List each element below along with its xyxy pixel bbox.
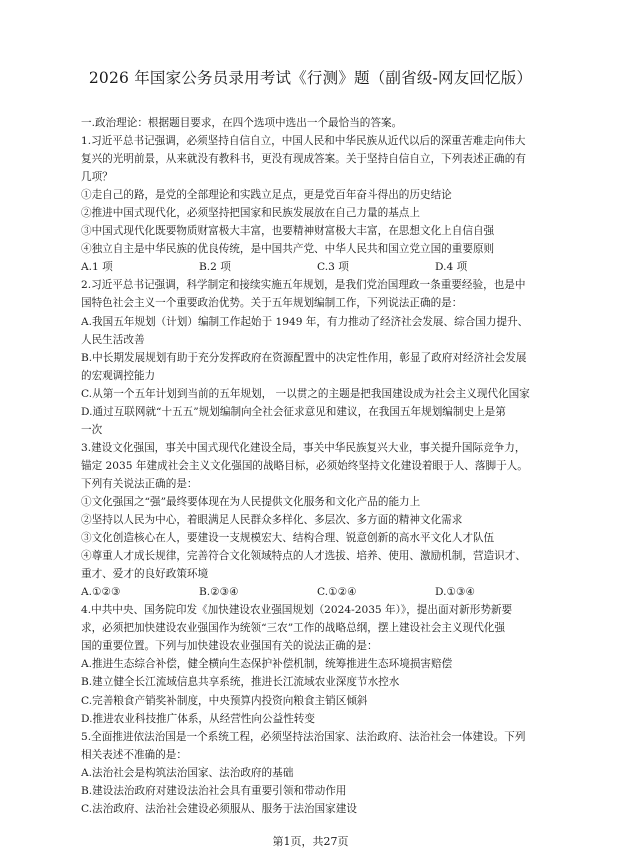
option-a: A.①②③ [81, 586, 121, 599]
question-text-line: 5.全面推进依法治国是一个系统工程，必须坚持法治国家、法治政府、法治社会一体建设。下列 [81, 730, 526, 743]
section-heading: 一.政治理论：根据题目要求，在四个选项中选出一个最恰当的答案。 [81, 117, 403, 129]
statement: ④独立自主是中华民族的优良传统，是中国共产党、中华人民共和国立党立国的重要原则 [81, 243, 495, 256]
question-text-line: 1.习近平总书记强调，必须坚持自信自立，中国人民和中华民族从近代以后的深重苦难走向伟大 [81, 135, 526, 148]
option-c: C.3 项 [317, 261, 349, 274]
statement: ④尊重人才成长规律，完善符合文化领域特点的人才选拔、培养、使用、激励机制，营造识才、 [81, 550, 526, 563]
option-c: C.法治政府、法治社会建设必须服从、服务于法治国家建设 [81, 802, 357, 815]
question-text-line: 4.中共中央、国务院印发《加快建设农业强国规划（2024-2035 年）》，提出面对新形势新要 [81, 604, 513, 617]
document-body [81, 114, 581, 818]
question-text-line: 3.建设文化强国，事关中国式现代化建设全局，事关中华民族复兴大业，事关提升国际竞争力， [81, 441, 526, 454]
statement-cont: 重才、爱才的良好政策环境 [81, 568, 209, 581]
option-b: B.中长期发展规划有助于充分发挥政府在资源配置中的决定性作用，彰显了政府对经济社会发展 [81, 351, 527, 364]
question-4 [81, 601, 581, 727]
statement: ③文化创造核心在人，要建设一支规模宏大、结构合理、锐意创新的高水平文化人才队伍 [81, 532, 495, 545]
statement: ③中国式现代化既要物质财富极大丰富，也要精神财富极大丰富，在思想文化上自信自强 [81, 225, 495, 238]
question-text-line: 求，必须把加快建设农业强国作为统领“三农”工作的战略总纲，摆上建设社会主义现代化强 [81, 622, 505, 635]
option-c: C.①②④ [317, 586, 357, 599]
option-b: B.建立健全长江流域信息共享系统，推进长江流域农业深度节水控水 [81, 676, 400, 689]
statement: ②坚持以人民为中心，着眼满足人民群众多样化、多层次、多方面的精神文化需求 [81, 514, 463, 527]
question-text-line: 下列有关说法正确的是： [81, 477, 198, 490]
question-text-line: 国特色社会主义一个重要政治优势。关于五年规划编制工作，下列说法正确的是： [81, 297, 463, 310]
question-3 [81, 439, 581, 601]
question-text-line: 几项？ [81, 171, 113, 184]
option-d-cont: 一次 [81, 423, 103, 436]
option-b-cont: 的宏观调控能力 [81, 369, 156, 382]
document-title: 2026 年国家公务员录用考试《行测》题（副省级-网友回忆版） [88, 69, 533, 87]
page-number: 第1页，共27页 [272, 835, 349, 848]
question-1 [81, 132, 581, 276]
option-a: A.推进生态综合补偿，健全横向生态保护补偿机制，统筹推进生态环境损害赔偿 [81, 658, 453, 671]
answer-options [81, 583, 581, 601]
statement: ①走自己的路，是党的全部理论和实践立足点，更是党百年奋斗得出的历史结论 [81, 189, 452, 202]
option-a: A.法治社会是构筑法治国家、法治政府的基础 [81, 766, 294, 779]
option-d: D.推进农业科技推广体系，从经营性向公益性转变 [81, 712, 315, 725]
question-text-line: 相关表述不准确的是： [81, 748, 187, 761]
option-a: A.我国五年规划（计划）编制工作起始于 1949 年，有力推动了经济社会发展、综合国力提升、 [81, 315, 529, 328]
option-c: C.从第一个五年计划到当前的五年规划， 一以贯之的主题是把我国建设成为社会主义现代化国家 [81, 387, 530, 400]
option-c: C.完善粮食产销奖补制度，中央预算内投资向粮食主销区倾斜 [81, 694, 368, 707]
question-2 [81, 276, 581, 438]
statement: ①文化强国之“强”最终要体现在为人民提供文化服务和文化产品的能力上 [81, 495, 421, 508]
option-b: B.②③④ [199, 586, 239, 599]
answer-options [81, 258, 581, 276]
option-b: B.建设法治政府对建设法治社会具有重要引领和带动作用 [81, 784, 347, 797]
option-d: D.通过互联网就“十五五”规划编制向全社会征求意见和建议，在我国五年规划编制史上是第 [81, 405, 506, 418]
option-a-cont: 人民生活改善 [81, 333, 145, 346]
option-a: A.1 项 [81, 261, 113, 274]
option-b: B.2 项 [199, 261, 231, 274]
option-d: D.4 项 [435, 261, 468, 274]
question-text-line: 锚定 2035 年建成社会主义文化强国的战略目标，必须始终坚持文化建设着眼于人、落脚于人。 [81, 459, 528, 472]
option-d: D.①③④ [435, 586, 475, 599]
question-5 [81, 728, 581, 818]
question-text-line: 复兴的光明前景，从来就没有教科书，更没有现成答案。关于坚持自信自立，下列表述正确的有 [81, 153, 526, 166]
question-text-line: 国的重要位置。下列与加快建设农业强国有关的说法正确的是： [81, 640, 378, 653]
question-text-line: 2.习近平总书记强调，科学制定和接续实施五年规划，是我们党治国理政一条重要经验，也是中 [81, 279, 526, 292]
statement: ②推进中国式现代化，必须坚持把国家和民族发展放在自己力量的基点上 [81, 207, 420, 220]
